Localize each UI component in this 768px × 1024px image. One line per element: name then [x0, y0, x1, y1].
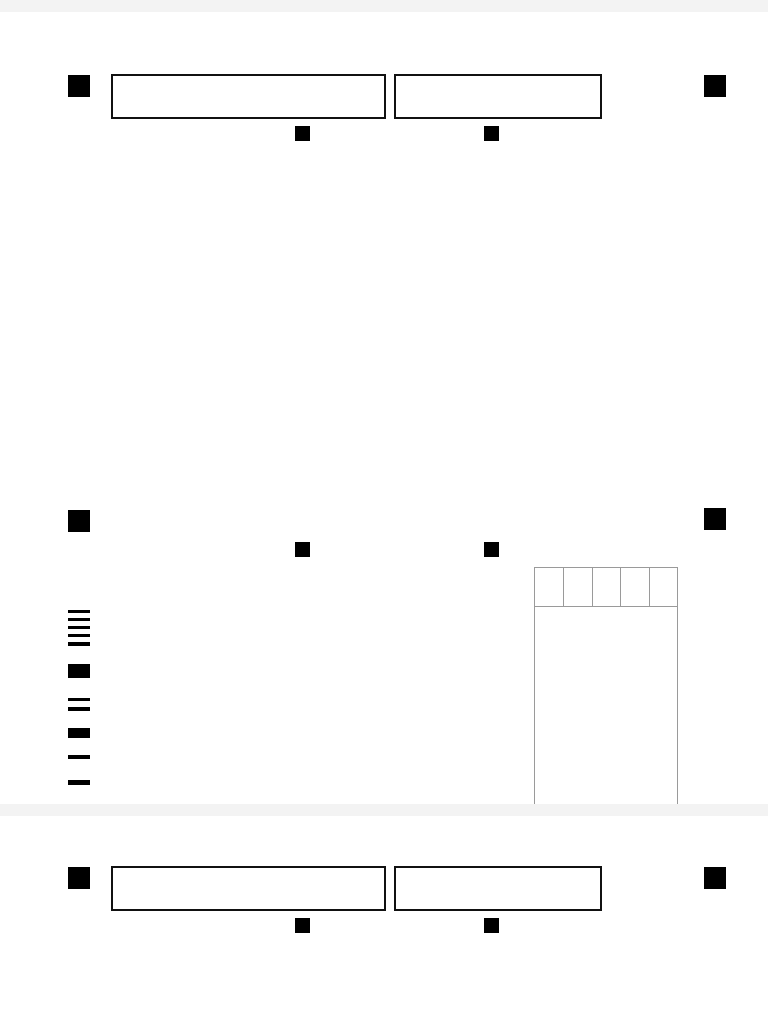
sheet-barcode	[68, 610, 92, 790]
registration-mark	[68, 510, 90, 532]
student-id-entry-row	[535, 568, 678, 607]
student-id-grid	[534, 567, 678, 804]
answer-sheet	[0, 12, 768, 804]
alignment-mark	[484, 542, 499, 557]
alignment-mark	[295, 542, 310, 557]
registration-mark	[704, 508, 726, 530]
alignment-mark	[484, 126, 499, 141]
section-field[interactable]	[394, 74, 602, 119]
answer-sheet-second	[0, 816, 768, 1024]
name-field[interactable]	[111, 74, 386, 119]
section-field[interactable]	[394, 866, 602, 911]
alignment-mark	[484, 918, 499, 933]
alignment-mark	[295, 126, 310, 141]
alignment-mark	[295, 918, 310, 933]
registration-mark	[68, 75, 90, 97]
registration-mark	[68, 867, 90, 889]
registration-mark	[704, 75, 726, 97]
name-field[interactable]	[111, 866, 386, 911]
registration-mark	[704, 867, 726, 889]
